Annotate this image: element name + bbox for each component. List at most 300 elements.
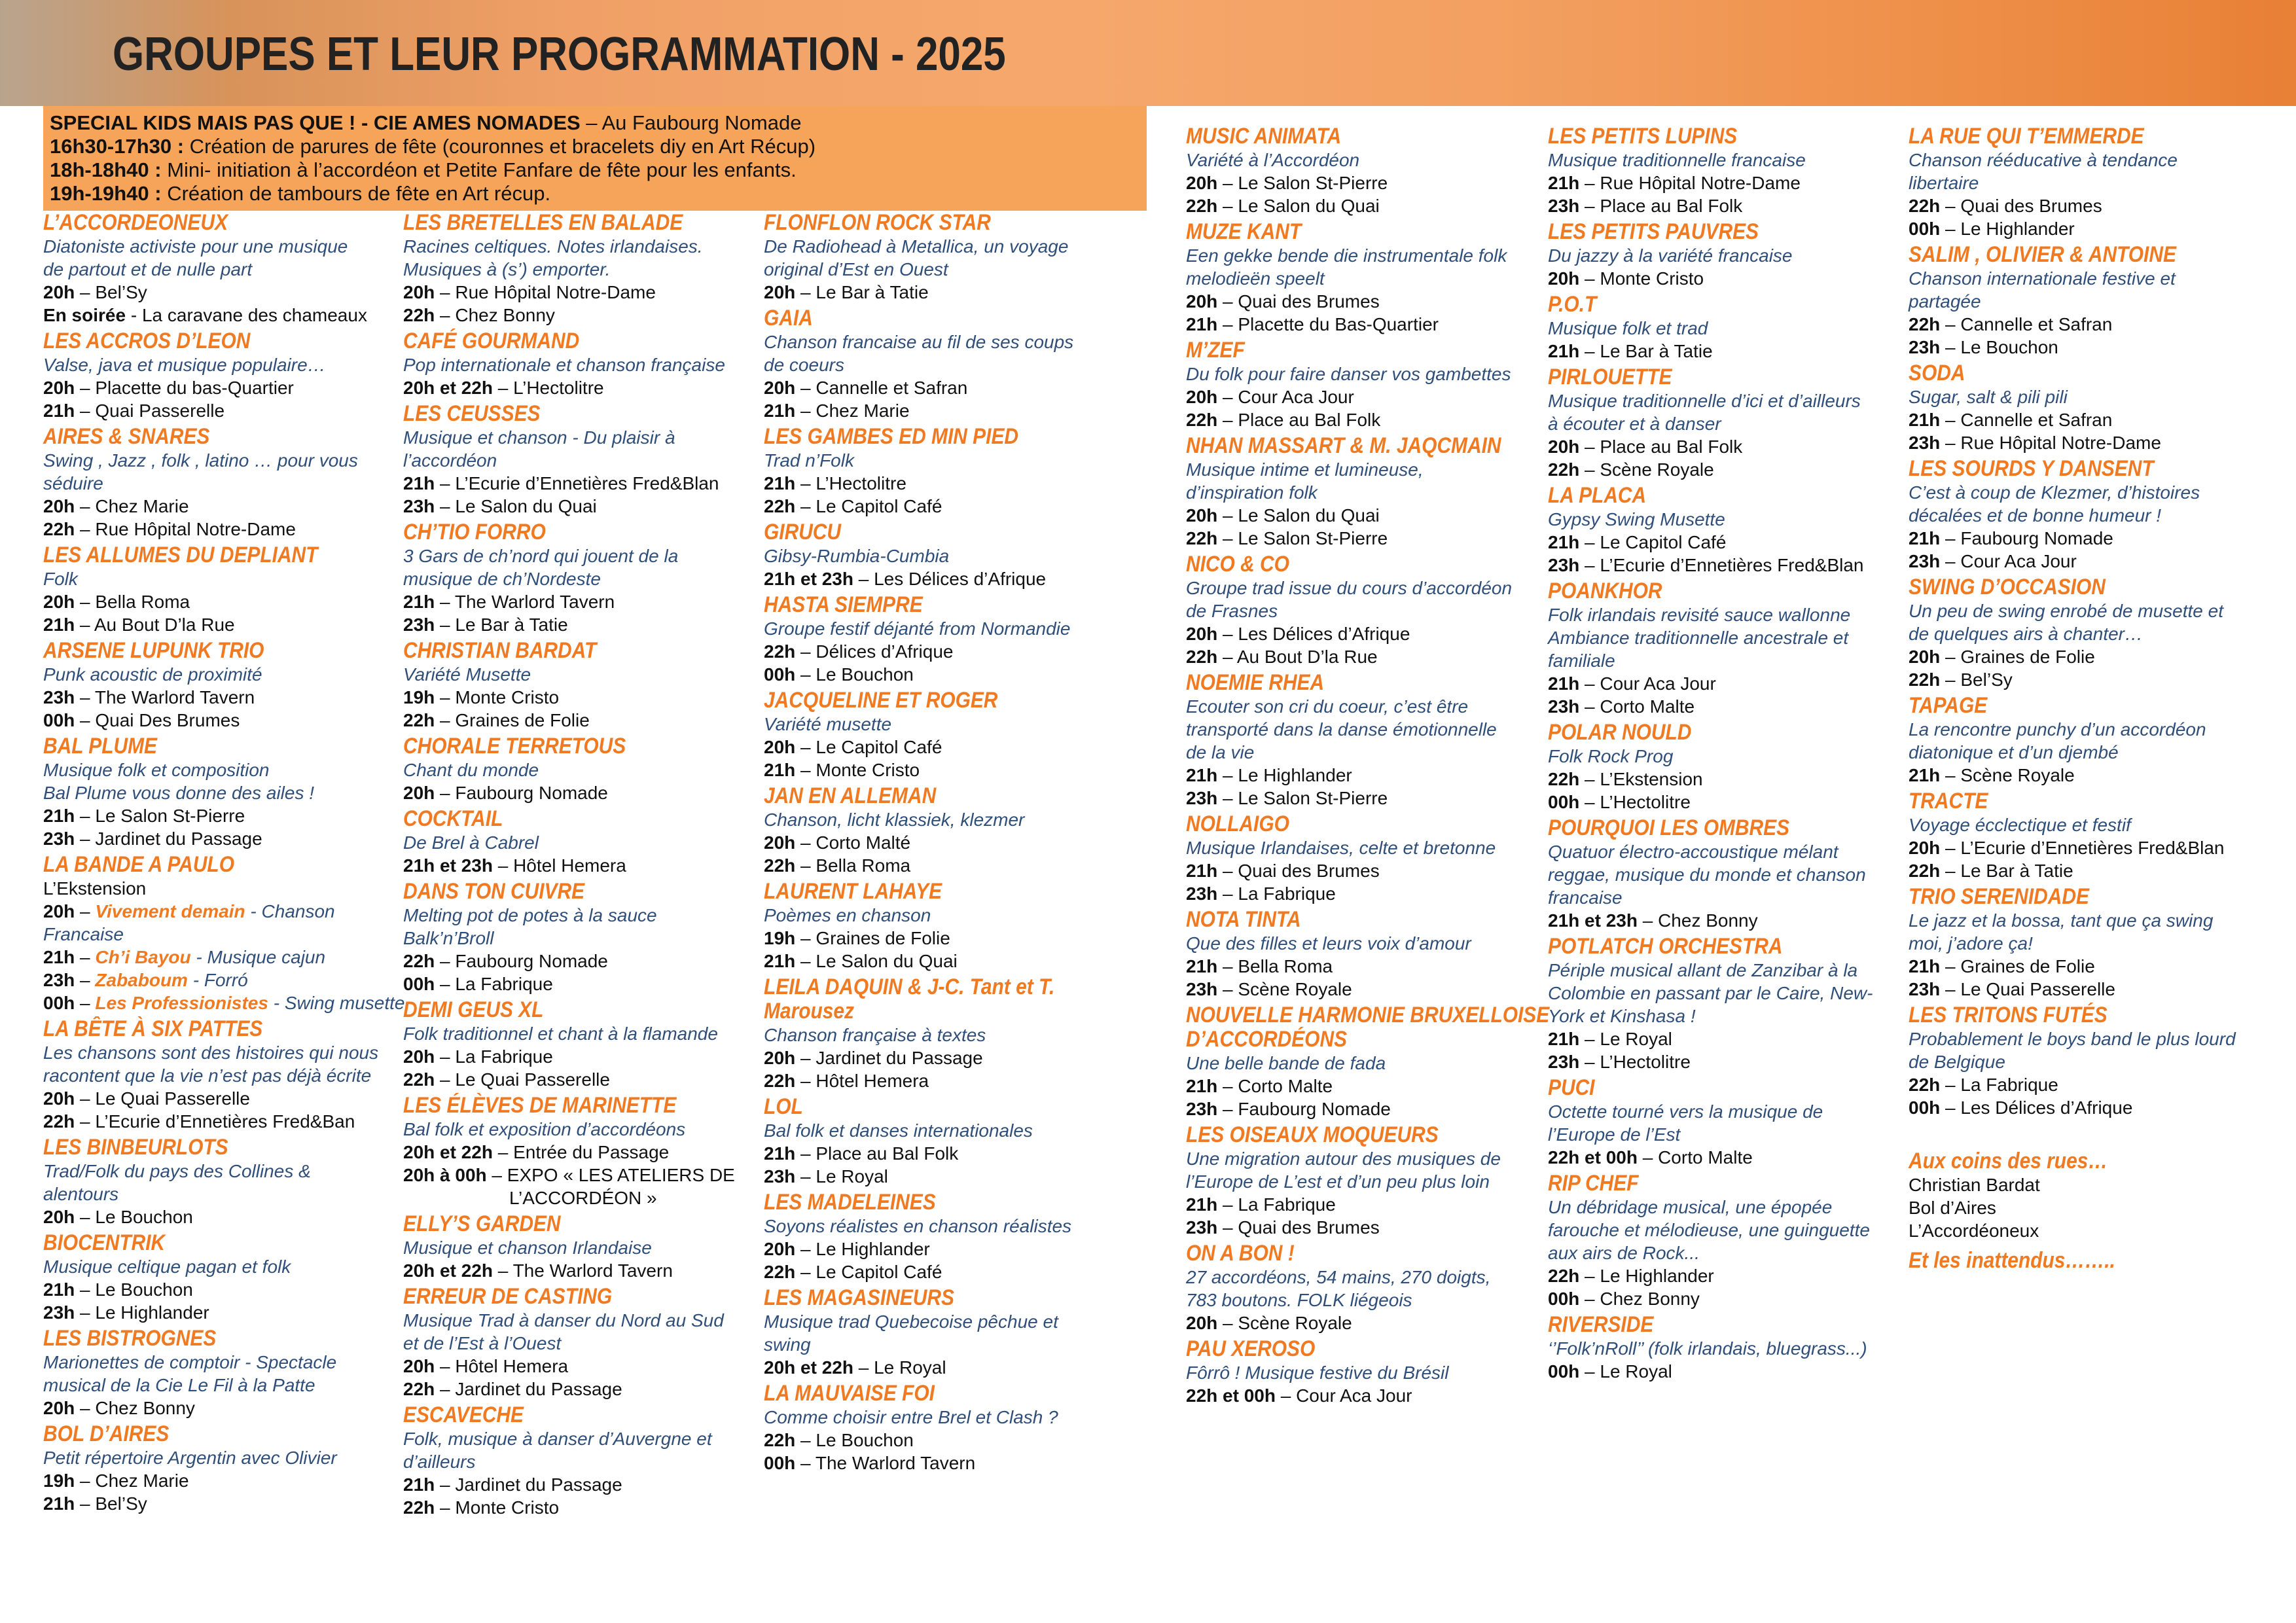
schedule-slot: [764, 1142, 1130, 1165]
slot-time: 21h: [43, 401, 75, 421]
group-name: CH’TIO FORRO: [403, 520, 546, 544]
group-name: LES ACCROS D’LEON: [43, 329, 251, 353]
schedule-slot: [43, 281, 397, 304]
schedule-slot: [403, 1355, 763, 1378]
slot-venue: – Chez Bonny: [435, 305, 555, 325]
group-name: POLAR NOULD: [1548, 720, 1692, 745]
slot-venue: – Chez Bonny: [1579, 1289, 1700, 1309]
slot-time: 23h: [43, 1302, 75, 1323]
group-name: NICO & CO: [1186, 552, 1289, 577]
group-description: Groupe festif déjanté from Normandie: [764, 618, 1071, 639]
group-description: Sugar, salt & pili pili: [1909, 387, 2068, 407]
slot-venue: – Chez Bonny: [75, 1398, 195, 1418]
group-description: Que des filles et leurs voix d’amour: [1186, 933, 1471, 954]
group-name: JACQUELINE ET ROGER: [764, 688, 998, 713]
schedule-slot: [1548, 171, 1901, 194]
slot-venue: – Rue Hôpital Notre-Dame: [1579, 173, 1801, 193]
group-description: Trad/Folk du pays des Collines &: [43, 1161, 311, 1181]
slot-subgroup-desc: - Swing musette: [268, 993, 405, 1013]
slot-venue: – Les Délices d’Afrique: [853, 569, 1047, 589]
group-entry: [403, 1094, 763, 1209]
slot-time: 20h: [403, 1356, 435, 1376]
slot-time: 20h: [764, 737, 796, 757]
slot-venue: – Faubourg Nomade: [1217, 1099, 1391, 1119]
schedule-slot: [403, 781, 763, 804]
slot-subgroup-desc: - Forró: [187, 970, 248, 990]
group-description: Diatoniste activiste pour une musique: [43, 236, 348, 257]
slot-time: 21h: [1548, 341, 1580, 361]
slot-venue: – Cannelle et Safran: [1940, 314, 2113, 334]
group-description: reggae, musique du monde et chanson: [1548, 865, 1866, 885]
group-description: Périple musical allant de Zanzibar à la: [1548, 960, 1858, 980]
slot-venue: – L’Ecurie d’Ennetières Fred&Ban: [75, 1111, 355, 1132]
slot-time: En soirée: [43, 305, 126, 325]
schedule-slot: [1548, 1027, 1901, 1050]
slot-venue: – Bella Roma: [795, 855, 911, 876]
slot-venue: – L’Ekstension: [1579, 769, 1703, 789]
schedule-slot: [764, 399, 1130, 422]
schedule-slot: [1548, 909, 1901, 932]
schedule-slot: [1186, 385, 1543, 408]
slot-venue: – Le Royal: [795, 1166, 888, 1186]
group-entry: [1548, 579, 1901, 718]
group-description: 27 accordéons, 54 mains, 270 doigts,: [1186, 1267, 1491, 1287]
group-entry: [1548, 293, 1901, 363]
schedule-slot: [764, 1356, 1130, 1379]
schedule-slot: [1186, 764, 1543, 787]
street-corners-title: Aux coins des rues…: [1909, 1149, 2108, 1173]
slot-time: 22h: [1909, 1075, 1941, 1095]
slot-venue: – Les Délices d’Afrique: [1940, 1097, 2133, 1118]
group-description: Probablement le boys band le plus lourd: [1909, 1029, 2236, 1049]
schedule-slot: [1909, 217, 2282, 240]
group-name: CHORALE TERRETOUS: [403, 734, 626, 758]
group-description: Gypsy Swing Musette: [1548, 509, 1725, 529]
slot-time: 23h: [1548, 196, 1580, 216]
group-name: DANS TON CUIVRE: [403, 879, 585, 904]
schedule-slot: [1186, 787, 1543, 810]
slot-time: 20h: [43, 901, 75, 921]
slot-venue: – La Fabrique: [1940, 1075, 2058, 1095]
group-entry: [403, 1212, 763, 1282]
slot-time: 21h et 23h: [764, 569, 853, 589]
slot-time: 21h: [764, 401, 796, 421]
slot-time: 22h: [764, 496, 796, 516]
group-description: d’inspiration folk: [1186, 482, 1318, 503]
schedule-slot: [43, 900, 397, 923]
group-entry: [1186, 1123, 1543, 1239]
slot-time: 23h: [1548, 696, 1580, 717]
group-entry: [43, 1017, 397, 1133]
slot-time: 21h: [43, 615, 75, 635]
slot-venue: – Le Bouchon: [1940, 337, 2058, 357]
slot-venue: – Jardinet du Passage: [75, 829, 262, 849]
group-description: partagée: [1909, 291, 1981, 312]
slot-time: 23h: [1909, 979, 1941, 999]
schedule-slot: [43, 495, 397, 518]
slot-time: 22h: [43, 1111, 75, 1132]
group-entry: [43, 852, 405, 1014]
group-description: de Belgique: [1909, 1052, 2005, 1072]
group-description: moi, j’adore ça!: [1909, 933, 2033, 954]
slot-venue: – Le Salon St-Pierre: [75, 806, 245, 826]
slot-venue: – Graines de Folie: [795, 928, 950, 948]
schedule-slot: [43, 1205, 397, 1228]
schedule-slot: [403, 1045, 763, 1068]
slot-venue: – Chez Marie: [75, 1471, 189, 1491]
schedule-slot: [43, 518, 397, 541]
slot-time: 22h: [1186, 647, 1218, 667]
slot-venue: –: [75, 947, 96, 967]
group-description: Musique Irlandaises, celte et bretonne: [1186, 838, 1496, 858]
schedule-slot: [1186, 645, 1543, 668]
group-name: RIVERSIDE: [1548, 1312, 1654, 1337]
schedule-slot: [43, 1110, 397, 1133]
slot-venue: – Le Highlander: [1217, 765, 1352, 785]
group-entry: [1186, 434, 1543, 550]
schedule-slot: [764, 1046, 1130, 1069]
group-entry: [1186, 908, 1543, 1001]
group-name: TAPAGE: [1909, 693, 1988, 718]
slot-time: 23h: [1909, 337, 1941, 357]
group-name: LES ALLUMES DU DEPLIANT: [43, 543, 318, 567]
slot-subgroup-desc: - Chanson: [245, 901, 335, 921]
slot-time: 23h: [1909, 551, 1941, 571]
group-name: P.O.T: [1548, 292, 1597, 317]
slot-time: 22h: [1909, 196, 1941, 216]
slot-time: 21h: [1548, 673, 1580, 694]
slot-time: 21h: [1548, 173, 1580, 193]
group-description: Een gekke bende die instrumentale folk: [1186, 245, 1507, 266]
slot-venue: – L’Hectolitre: [492, 378, 604, 398]
slot-venue: – Jardinet du Passage: [435, 1474, 622, 1495]
slot-time: 19h: [43, 1471, 75, 1491]
slot-time: 20h: [43, 1398, 75, 1418]
group-name: SODA: [1909, 361, 1965, 385]
group-entry: [1909, 885, 2282, 1001]
kids-activity-time: 16h30-17h30 :: [50, 135, 185, 158]
schedule-slot: [43, 827, 397, 850]
slot-venue: – EXPO « LES ATELIERS DE: [486, 1165, 735, 1185]
slot-time: 22h: [1548, 769, 1580, 789]
group-name: GIRUCU: [764, 520, 842, 544]
group-entry: [43, 1135, 397, 1228]
group-name: FLONFLON ROCK STAR: [764, 210, 991, 235]
slot-venue: – L’Ecurie d’Ennetières Fred&Blan: [1940, 838, 2225, 858]
group-entry: [403, 211, 763, 327]
slot-time: 20h: [1548, 437, 1580, 457]
group-description: musique de ch’Nordeste: [403, 569, 601, 589]
schedule-slot: [1186, 194, 1543, 217]
group-name: BIOCENTRIK: [43, 1230, 166, 1255]
group-entry: [764, 593, 1130, 686]
group-description: Chanson francaise au fil de ses coups: [764, 332, 1074, 352]
schedule-slot: [1548, 1146, 1901, 1169]
schedule-slot: [403, 709, 763, 732]
slot-time: 20h et 22h: [403, 1142, 493, 1162]
slot-time: 21h: [1909, 765, 1941, 785]
schedule-slot: [764, 1238, 1130, 1260]
column-4: [1186, 124, 1550, 1410]
group-entry: [43, 639, 397, 732]
schedule-slot: [1909, 1096, 2282, 1119]
group-entry: [1548, 935, 1901, 1073]
group-entry: [1186, 1241, 1543, 1334]
slot-venue: – Corto Malte: [1579, 696, 1695, 717]
group-description: farouche et mélodieuse, une guinguette: [1548, 1220, 1870, 1240]
group-name: LES BINBEURLOTS: [43, 1135, 228, 1160]
schedule-slot: [43, 1087, 397, 1110]
slot-continuation: L’ACCORDÉON »: [509, 1188, 657, 1208]
slot-time: 00h: [1548, 1361, 1580, 1382]
group-description: Marionettes de comptoir - Spectacle: [43, 1352, 337, 1372]
slot-time: 21h: [764, 1143, 796, 1164]
slot-venue: – Quai des Brumes: [1217, 1217, 1380, 1238]
schedule-slot: [1548, 267, 1901, 290]
kids-separator: –: [580, 111, 602, 134]
slot-time: 00h: [1909, 1097, 1941, 1118]
slot-venue: – Monte Cristo: [795, 760, 920, 780]
slot-time: 22h: [403, 951, 435, 971]
slot-venue: - La caravane des chameaux: [126, 305, 367, 325]
slot-venue: – Le Salon du Quai: [1217, 505, 1380, 526]
schedule-slot: [43, 969, 397, 991]
schedule-slot: [764, 1429, 1130, 1452]
slot-venue: – Place au Bal Folk: [1217, 410, 1381, 430]
slot-venue: – Scène Royale: [1940, 765, 2075, 785]
group-entry: [1548, 365, 1901, 481]
kids-heading: SPECIAL KIDS MAIS PAS QUE ! - CIE AMES NOMADES: [50, 111, 581, 134]
group-entry: [764, 1190, 1130, 1283]
group-name-continued: D’ACCORDÉONS: [1186, 1027, 1348, 1052]
slot-venue: – Le Capitol Café: [795, 737, 942, 757]
slot-venue: – Jardinet du Passage: [795, 1048, 983, 1068]
slot-venue: – Le Quai Passerelle: [1940, 979, 2115, 999]
group-description: diatonique et d’un djembé: [1909, 742, 2119, 762]
schedule-slot: [403, 1068, 763, 1091]
group-description: Melting pot de potes à la sauce: [403, 905, 657, 925]
slot-time: 23h: [43, 970, 75, 990]
group-description: Musique et chanson Irlandaise: [403, 1238, 652, 1258]
schedule-slot: [1186, 1311, 1543, 1334]
slot-venue: – Le Bouchon: [795, 664, 914, 685]
group-description: De Brel à Cabrel: [403, 832, 539, 853]
group-description: Du folk pour faire danser vos gambettes: [1186, 364, 1511, 384]
slot-venue: – The Warlord Tavern: [435, 592, 615, 612]
schedule-slot: [1909, 527, 2282, 550]
slot-time: 21h: [43, 806, 75, 826]
slot-time: 23h: [43, 829, 75, 849]
group-entry: [764, 880, 1130, 972]
group-name: CHRISTIAN BARDAT: [403, 638, 597, 663]
group-name: ESCAVECHE: [403, 1402, 524, 1427]
slot-venue: – L’Ecurie d’Ennetières Fred&Blan: [435, 473, 719, 493]
schedule-slot: [1186, 955, 1543, 978]
schedule-slot: [1909, 1073, 2282, 1096]
slot-venue: – Le Bouchon: [75, 1207, 193, 1227]
column-5: [1548, 124, 1901, 1385]
slot-venue: – Le Bouchon: [75, 1279, 193, 1300]
group-entry: [403, 1285, 763, 1400]
schedule-slot: [764, 854, 1130, 877]
slot-time: 21h: [1186, 1076, 1218, 1096]
group-description: de quelques airs à chanter…: [1909, 624, 2143, 644]
group-entry: [1186, 338, 1543, 431]
slot-time: 22h: [1186, 528, 1218, 548]
slot-venue: – Le Highlander: [795, 1239, 930, 1259]
schedule-slot: [1186, 882, 1543, 905]
schedule-slot: [403, 1378, 763, 1400]
group-name: NHAN MASSART & M. JAQCMAIN: [1186, 433, 1501, 458]
schedule-slot: [764, 758, 1130, 781]
schedule-slot: [403, 281, 763, 304]
group-entry: [764, 211, 1130, 304]
slot-time: 21h: [1909, 410, 1941, 430]
schedule-slot: [764, 376, 1130, 399]
group-description: Bal Plume vous donne des ailes !: [43, 783, 315, 803]
column-3: [764, 211, 1130, 1477]
group-entry: [1548, 1076, 1901, 1169]
slot-time: 21h: [1186, 861, 1218, 881]
group-entry: [1909, 361, 2282, 454]
slot-time: 21h: [764, 951, 796, 971]
slot-time: 23h: [1909, 433, 1941, 453]
schedule-slot: [1909, 859, 2282, 882]
schedule-slot: [764, 950, 1130, 972]
slot-time: 22h: [1909, 861, 1941, 881]
group-description: Variété Musette: [403, 664, 531, 685]
group-description: Bal folk et exposition d’accordéons: [403, 1119, 686, 1139]
group-name: LA RUE QUI T’EMMERDE: [1909, 124, 2144, 149]
group-name: PIRLOUETTE: [1548, 365, 1672, 389]
schedule-slot: [1186, 1384, 1543, 1407]
slot-venue: – Bel’Sy: [75, 1493, 147, 1514]
group-description: de la vie: [1186, 742, 1255, 762]
schedule-slot: [1548, 791, 1901, 813]
slot-venue: – Bella Roma: [1217, 956, 1333, 976]
group-entry: [1186, 552, 1543, 668]
group-description: Une belle bande de fada: [1186, 1053, 1386, 1073]
slot-venue: – L’Hectolitre: [1579, 1052, 1691, 1072]
schedule-slot: [403, 854, 763, 877]
group-description: original d’Est en Ouest: [764, 259, 948, 279]
slot-time: 21h: [764, 473, 796, 493]
schedule-slot: [403, 1164, 763, 1186]
group-entry: [1186, 220, 1543, 336]
schedule-slot: [403, 304, 763, 327]
slot-time: 22h: [1186, 196, 1218, 216]
slot-venue: – Placette du bas-Quartier: [75, 378, 294, 398]
group-entry: [1909, 575, 2282, 691]
group-entry: [764, 520, 1130, 590]
slot-time: 21h: [1909, 528, 1941, 548]
slot-venue: – Quai des Brumes: [1940, 196, 2102, 216]
unexpected-footer: Et les inattendus……..: [1909, 1248, 2115, 1273]
column-2: [403, 211, 763, 1522]
slot-time: 22h: [764, 855, 796, 876]
group-name: POTLATCH ORCHESTRA: [1548, 934, 1783, 959]
slot-time: 21h: [1186, 765, 1218, 785]
group-entry: [403, 639, 763, 732]
slot-time: 22h: [1909, 669, 1941, 690]
group-name: PAU XEROSO: [1186, 1336, 1316, 1361]
schedule-slot: [43, 399, 397, 422]
schedule-slot: [1909, 408, 2282, 431]
slot-venue: – Au Bout D’la Rue: [75, 615, 235, 635]
group-name: NOLLAIGO: [1186, 812, 1289, 836]
group-entry: [43, 425, 397, 541]
slot-time: 20h: [764, 832, 796, 853]
kids-activity-text: Création de tambours de fête en Art récup.: [161, 182, 551, 205]
group-entry: [43, 1327, 397, 1419]
group-entry: [1548, 816, 1901, 932]
group-name: GAIA: [764, 306, 813, 330]
slot-venue: – Faubourg Nomade: [435, 783, 608, 803]
group-entry: [1186, 671, 1543, 810]
slot-time: 20h: [403, 783, 435, 803]
group-name: LA BÊTE À SIX PATTES: [43, 1016, 263, 1041]
schedule-slot: [43, 613, 397, 636]
slot-venue: – Corto Malte: [1637, 1147, 1753, 1168]
schedule-slot: [764, 831, 1130, 854]
schedule-slot: [764, 1165, 1130, 1188]
schedule-slot: [403, 686, 763, 709]
street-corners-name: L’Accordéoneux: [1909, 1221, 2039, 1241]
group-entry: [43, 543, 397, 636]
slot-time: 21h: [43, 1493, 75, 1514]
slot-time: 20h: [1909, 838, 1941, 858]
group-entry: [1909, 694, 2282, 787]
group-name: POURQUOI LES OMBRES: [1548, 815, 1790, 840]
slot-venue: – Le Bar à Tatie: [1579, 341, 1713, 361]
group-name: NOUVELLE HARMONIE BRUXELLOISE: [1186, 1003, 1550, 1027]
slot-time: 20h: [1186, 387, 1218, 407]
slot-time: 00h: [1548, 1289, 1580, 1309]
slot-time: 21h: [403, 592, 435, 612]
group-entry: [1186, 1337, 1543, 1407]
slot-venue: – Cour Aca Jour: [1275, 1385, 1412, 1406]
slot-time: 20h: [764, 378, 796, 398]
group-entry: [1548, 721, 1901, 813]
slot-time: 20h: [43, 378, 75, 398]
group-name: M’ZEF: [1186, 338, 1245, 363]
group-name: HASTA SIEMPRE: [764, 592, 923, 617]
group-description: swing: [764, 1334, 811, 1355]
slot-venue: – Chez Bonny: [1637, 910, 1758, 931]
schedule-slot: [403, 1473, 763, 1496]
schedule-slot: [1548, 458, 1901, 481]
kids-activity: [50, 158, 1140, 182]
group-description: séduire: [43, 473, 103, 493]
slot-time: 22h: [1186, 410, 1218, 430]
slot-venue: – Délices d’Afrique: [795, 641, 954, 662]
slot-time: 20h: [43, 592, 75, 612]
group-description: Folk Rock Prog: [1548, 746, 1674, 766]
schedule-slot: [764, 640, 1130, 663]
slot-venue: – Place au Bal Folk: [1579, 196, 1743, 216]
group-description: Balk’n’Broll: [403, 928, 494, 948]
slot-time: 23h: [1186, 979, 1218, 999]
slot-time: 23h: [1186, 883, 1218, 904]
slot-time: 20h: [1186, 291, 1218, 312]
slot-time: 20h: [764, 1048, 796, 1068]
slot-venue: – Quai des Brumes: [1217, 291, 1380, 312]
group-name: LES PETITS LUPINS: [1548, 124, 1738, 149]
group-name: LES OISEAUX MOQUEURS: [1186, 1122, 1439, 1147]
street-corners-block: [1909, 1149, 2282, 1273]
slot-time: 22h: [403, 1069, 435, 1090]
slot-time: 20h: [1186, 173, 1218, 193]
